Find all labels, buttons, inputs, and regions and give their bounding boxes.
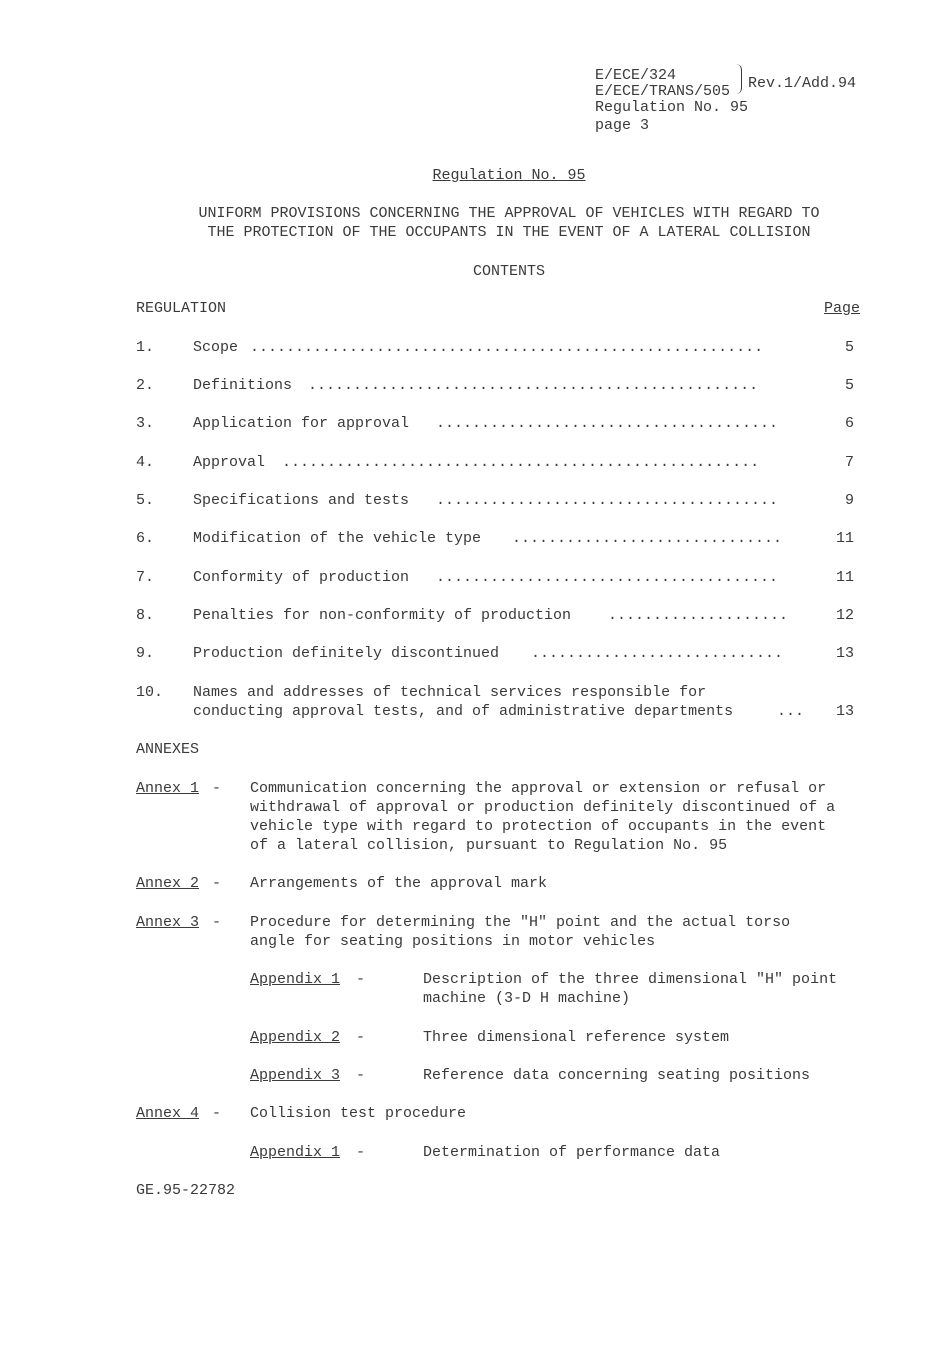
appendix-label[interactable]: Appendix 1 bbox=[250, 1144, 341, 1161]
title-line-1: UNIFORM PROVISIONS CONCERNING THE APPROVAL OF VEHICLES WITH REGARD TO bbox=[198, 205, 820, 222]
toc-item-number: 9. bbox=[136, 645, 155, 662]
revision-label: Rev.1/Add.94 bbox=[748, 75, 857, 92]
appendix-text: Determination of performance data bbox=[423, 1144, 721, 1161]
header-page: page 3 bbox=[595, 117, 650, 134]
appendix-text: Description of the three dimensional "H" point bbox=[423, 971, 838, 988]
appendix-dash: - bbox=[356, 1144, 366, 1161]
doc-symbol-1: E/ECE/324 bbox=[595, 67, 677, 84]
appendix-label[interactable]: Appendix 3 bbox=[250, 1067, 341, 1084]
annex-1-line: vehicle type with regard to protection of occupants in the event bbox=[250, 818, 827, 835]
toc-item-page: 11 bbox=[835, 569, 854, 586]
toc-item-number: 8. bbox=[136, 607, 155, 624]
appendix-text: machine (3-D H machine) bbox=[423, 990, 631, 1007]
toc-item-title: Scope bbox=[193, 339, 239, 356]
toc-item-title: Modification of the vehicle type bbox=[193, 530, 482, 547]
annex-3-label[interactable]: Annex 3 bbox=[136, 914, 200, 931]
toc-item-page: 12 bbox=[835, 607, 854, 624]
annex-1-line: withdrawal of approval or production definitely discontinued of a bbox=[250, 799, 836, 816]
toc-item-title: Specifications and tests bbox=[193, 492, 410, 509]
toc-item-title: Production definitely discontinued bbox=[193, 645, 500, 662]
annex-dash: - bbox=[212, 1105, 222, 1122]
appendix-dash: - bbox=[356, 971, 366, 988]
header-regulation: Regulation No. 95 bbox=[595, 99, 749, 116]
toc-item-title: Approval bbox=[193, 454, 266, 471]
annex-3-line: Procedure for determining the "H" point and the actual torso bbox=[250, 914, 791, 931]
toc-item-number: 7. bbox=[136, 569, 155, 586]
toc-item-page: 5 bbox=[844, 339, 854, 356]
toc-item-page: 5 bbox=[844, 377, 854, 394]
annex-dash: - bbox=[212, 914, 222, 931]
toc-item-page: 13 bbox=[835, 645, 854, 662]
appendix-label[interactable]: Appendix 1 bbox=[250, 971, 341, 988]
leader-dots: ...................................... bbox=[436, 569, 779, 586]
toc-item-page: 11 bbox=[835, 530, 854, 547]
toc-item-number: 5. bbox=[136, 492, 155, 509]
annex-1-line: Communication concerning the approval or extension or refusal or bbox=[250, 780, 827, 797]
leader-dots: .................................................. bbox=[308, 377, 759, 394]
annex-4-label[interactable]: Annex 4 bbox=[136, 1105, 200, 1122]
leader-dots: ......................................................... bbox=[250, 339, 764, 356]
toc-item-number: 2. bbox=[136, 377, 155, 394]
toc-item-page: 9 bbox=[844, 492, 854, 509]
document-code: GE.95-22782 bbox=[136, 1182, 236, 1199]
leader-dots: ............................ bbox=[531, 645, 784, 662]
toc-item-page: 7 bbox=[844, 454, 854, 471]
leader-dots: ..................................................... bbox=[282, 454, 760, 471]
toc-item-number: 6. bbox=[136, 530, 155, 547]
toc-item-title: Definitions bbox=[193, 377, 293, 394]
leader-dots: .................... bbox=[608, 607, 789, 624]
annex-1-label[interactable]: Annex 1 bbox=[136, 780, 200, 797]
doc-symbol-2: E/ECE/TRANS/505 bbox=[595, 83, 731, 100]
appendix-text: Three dimensional reference system bbox=[423, 1029, 730, 1046]
toc-item-number: 1. bbox=[136, 339, 155, 356]
appendix-label[interactable]: Appendix 2 bbox=[250, 1029, 341, 1046]
appendix-text: Reference data concerning seating positions bbox=[423, 1067, 811, 1084]
appendix-dash: - bbox=[356, 1029, 366, 1046]
annex-4-text: Collision test procedure bbox=[250, 1105, 467, 1122]
annex-2-text: Arrangements of the approval mark bbox=[250, 875, 548, 892]
regulation-label: REGULATION bbox=[136, 300, 227, 317]
toc-item-number: 10. bbox=[136, 684, 164, 701]
toc-item-title: Application for approval bbox=[193, 415, 410, 432]
title-line-2: THE PROTECTION OF THE OCCUPANTS IN THE EVENT OF A LATERAL COLLISION bbox=[207, 224, 811, 241]
brace bbox=[736, 64, 742, 94]
annex-dash: - bbox=[212, 875, 222, 892]
appendix-dash: - bbox=[356, 1067, 366, 1084]
annex-2-label[interactable]: Annex 2 bbox=[136, 875, 200, 892]
toc-item-title-continued: conducting approval tests, and of administrative departments bbox=[193, 703, 734, 720]
toc-item-number: 3. bbox=[136, 415, 155, 432]
leader-dots: ...................................... bbox=[436, 492, 779, 509]
toc-item-page: 6 bbox=[844, 415, 854, 432]
page-column-label: Page bbox=[824, 300, 861, 317]
toc-item-title: Conformity of production bbox=[193, 569, 410, 586]
toc-item-title: Penalties for non-conformity of production bbox=[193, 607, 572, 624]
toc-item-page: 13 bbox=[835, 703, 854, 720]
toc-item-number: 4. bbox=[136, 454, 155, 471]
annexes-heading: ANNEXES bbox=[136, 741, 200, 758]
leader-dots: ... bbox=[777, 703, 805, 720]
toc-item-title: Names and addresses of technical services responsible for bbox=[193, 684, 707, 701]
annex-1-line: of a lateral collision, pursuant to Regulation No. 95 bbox=[250, 837, 728, 854]
leader-dots: ...................................... bbox=[436, 415, 779, 432]
leader-dots: .............................. bbox=[512, 530, 783, 547]
contents-heading: CONTENTS bbox=[472, 263, 545, 280]
annex-3-line: angle for seating positions in motor vehicles bbox=[250, 933, 656, 950]
page-title: Regulation No. 95 bbox=[432, 167, 586, 184]
annex-dash: - bbox=[212, 780, 222, 797]
